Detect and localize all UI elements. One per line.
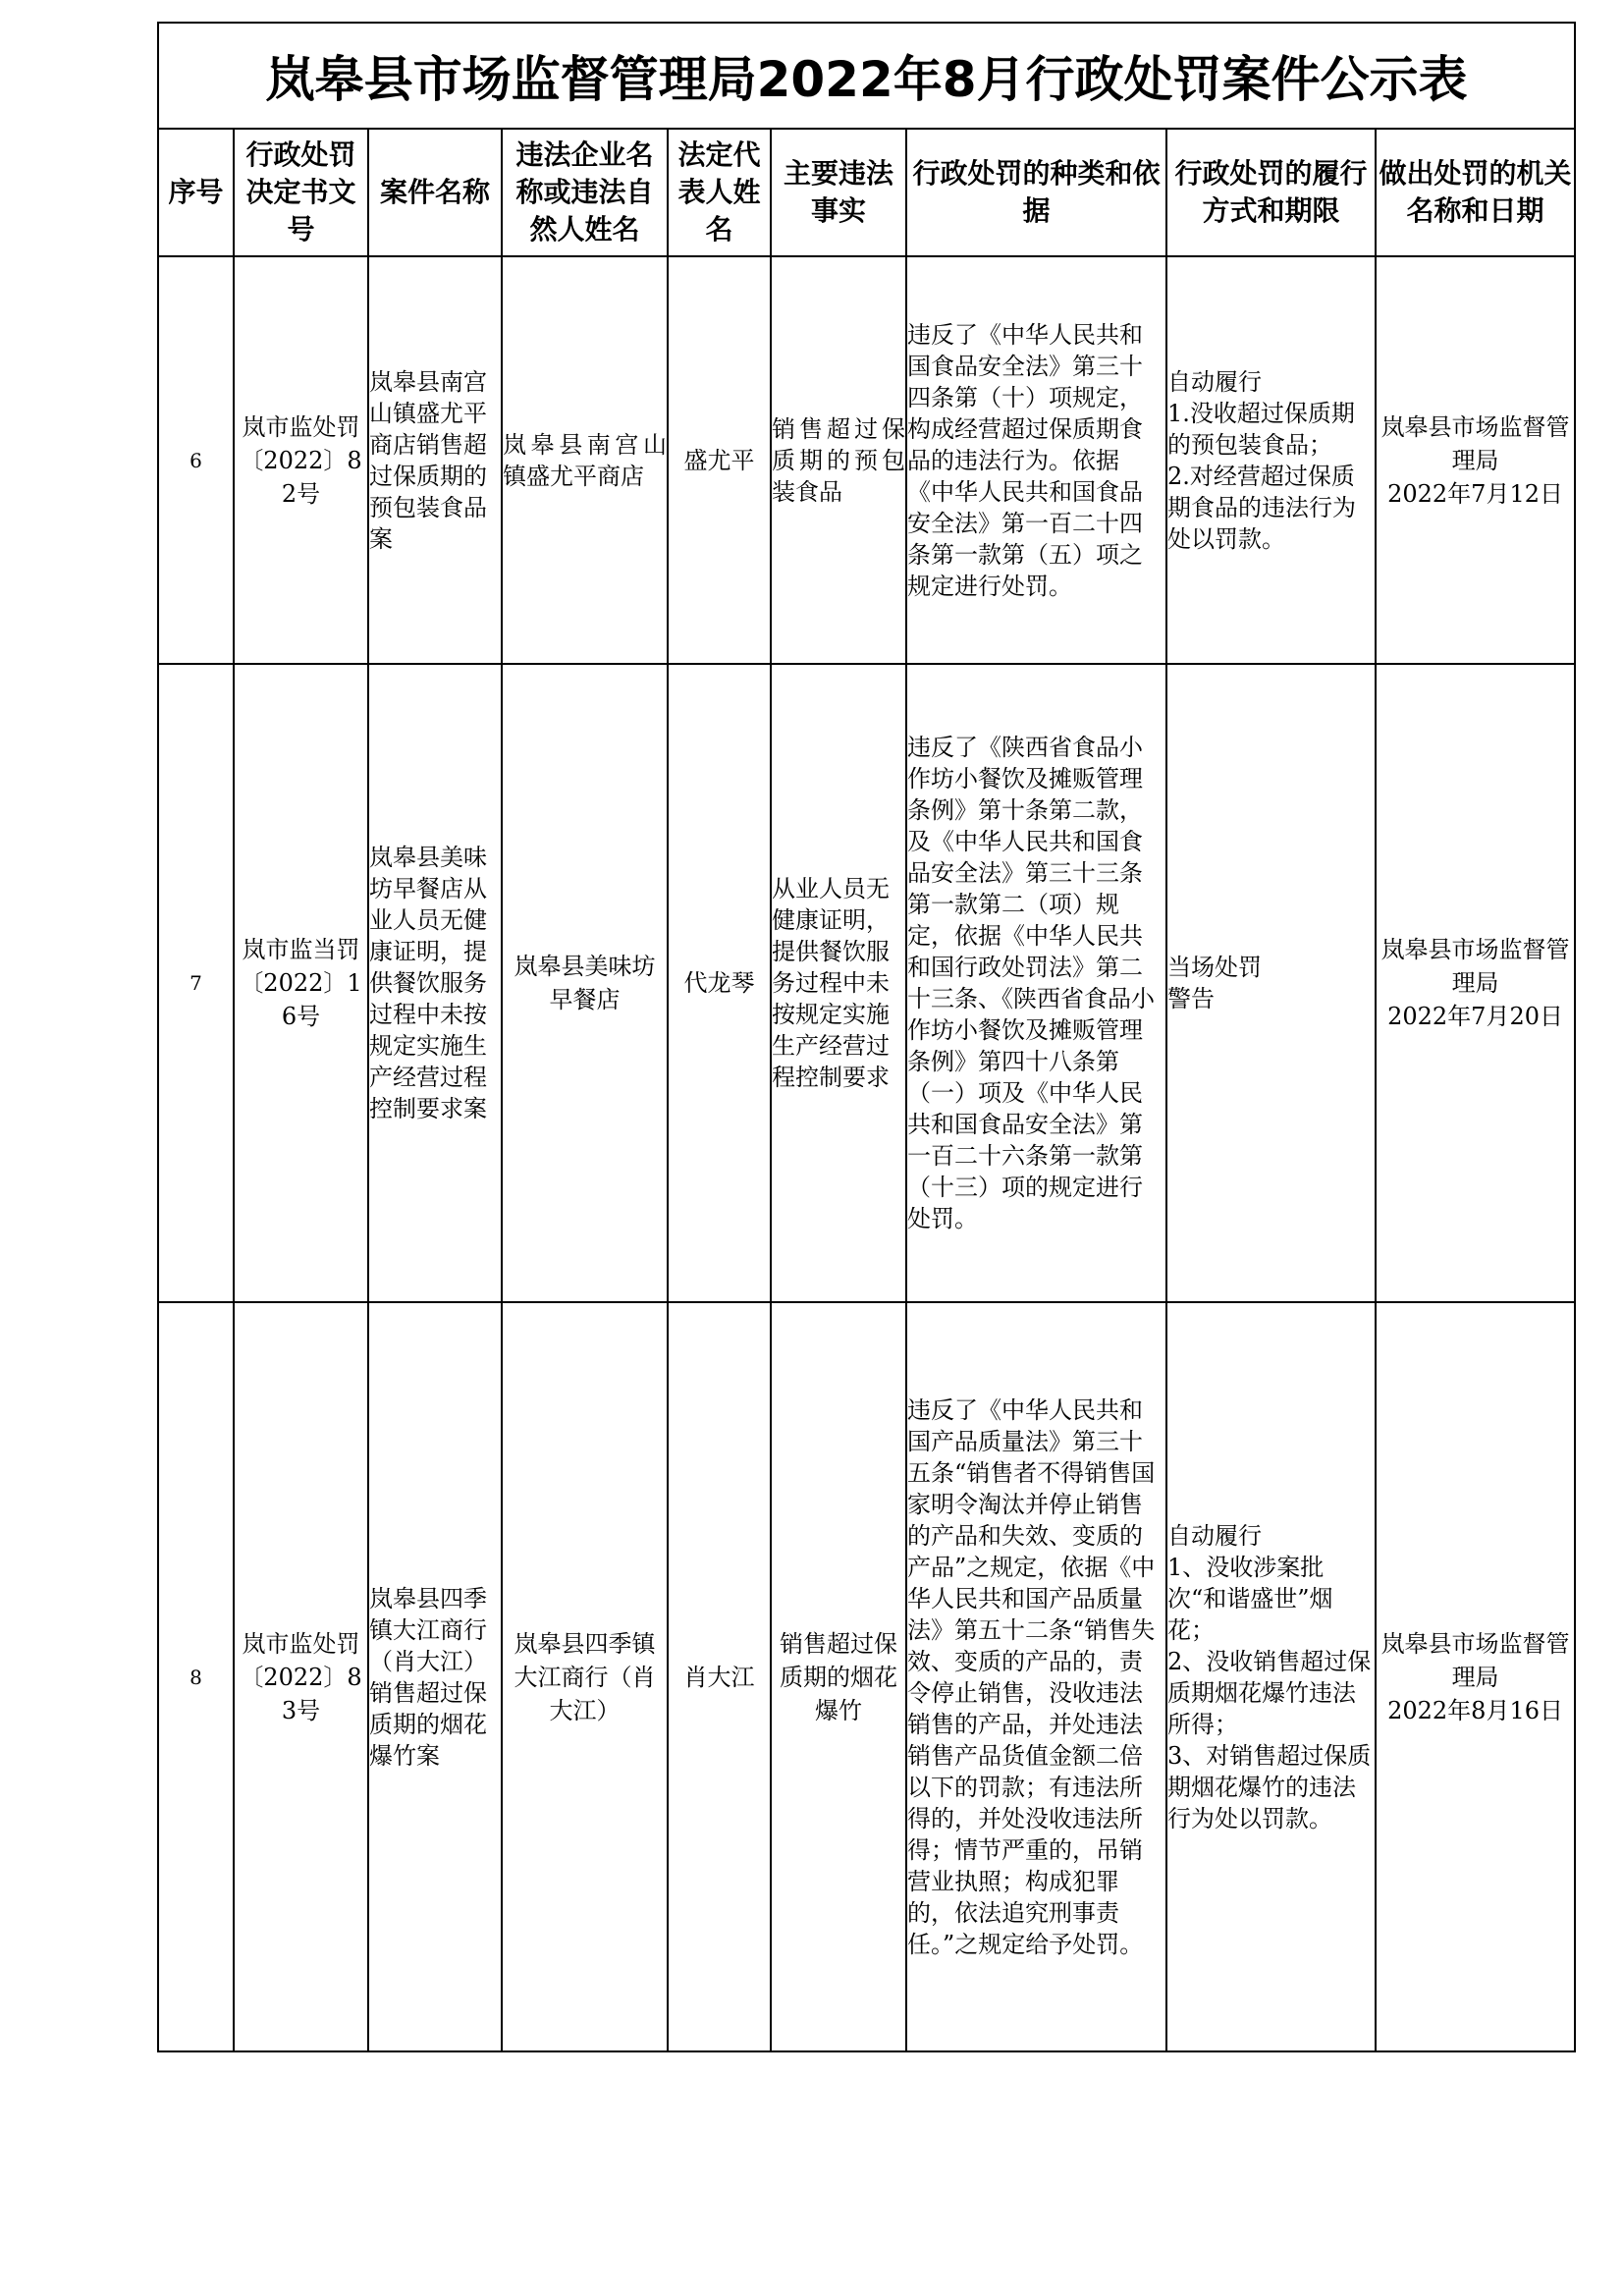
authority-text: 岚皋县市场监督管理局 2022年7月12日: [1380, 412, 1570, 508]
cell-basis: 违反了《陕西省食品小作坊小餐饮及摊贩管理条例》第十条第二款，及《中华人民共和国食品安全法》第三十三条第一款第二（项）规定，依据《中华人民共和国行政处罚法》第二十三条、《陕西省食品小作坊小餐饮及摊贩管理条例》第四十八条第（一）项及《中华人民共和国食品安全法》第一百二十六条第一款第（十三）项的规定进行处罚。: [906, 664, 1166, 1302]
cell-party: 岚皋县四季镇大江商行（肖大江）: [502, 1302, 668, 2051]
table-row: [158, 256, 1575, 664]
cell-rep: 盛尤平: [668, 256, 771, 664]
cell-seq: 8: [158, 1302, 234, 2051]
authority-text: 岚皋县市场监督管理局 2022年7月20日: [1380, 936, 1570, 1030]
header-performance: 行政处罚的履行方式和期限: [1166, 129, 1376, 256]
header-case-name: 案件名称: [368, 129, 502, 256]
cell-facts: 销售超过保质期的预包装食品: [771, 256, 906, 664]
cell-authority: [1376, 664, 1575, 1302]
header-doc-no: 行政处罚决定书文号: [234, 129, 368, 256]
cell-seq: 6: [158, 256, 234, 664]
table-row: [158, 664, 1575, 1302]
cell-doc-no: 岚市监处罚〔2022〕82号: [234, 256, 368, 664]
cell-performance: [1166, 256, 1376, 664]
performance-text: 自动履行 1、没收涉案批次“和谐盛世”烟花； 2、没收销售超过保质期烟花爆竹违法所得； 3、对销售超过保质期烟花爆竹的违法行为处以罚款。: [1167, 1521, 1372, 1832]
header-row: [158, 129, 1575, 256]
cell-authority: [1376, 256, 1575, 664]
cell-party: 岚皋县南宫山镇盛尤平商店: [502, 256, 668, 664]
header-basis: 行政处罚的种类和依据: [906, 129, 1166, 256]
cell-facts: 从业人员无健康证明，提供餐饮服务过程中未按规定实施生产经营过程控制要求: [771, 664, 906, 1302]
cell-seq: 7: [158, 664, 234, 1302]
authority-text: 岚皋县市场监督管理局 2022年8月16日: [1380, 1629, 1570, 1724]
table-title: 岚皋县市场监督管理局2022年8月行政处罚案件公示表: [158, 23, 1575, 129]
header-facts: 主要违法事实: [771, 129, 906, 256]
table-row: [158, 1302, 1575, 2051]
cell-case-name: 岚皋县四季镇大江商行（肖大江）销售超过保质期的烟花爆竹案: [368, 1302, 502, 2051]
cell-rep: 肖大江: [668, 1302, 771, 2051]
cell-performance: [1166, 1302, 1376, 2051]
header-rep: 法定代表人姓名: [668, 129, 771, 256]
performance-text: 自动履行 1.没收超过保质期的预包装食品； 2.对经营超过保质期食品的违法行为处以罚款。: [1167, 367, 1356, 553]
penalty-disclosure-table: [157, 22, 1576, 2052]
cell-doc-no: 岚市监处罚〔2022〕83号: [234, 1302, 368, 2051]
cell-facts: 销售超过保质期的烟花爆竹: [771, 1302, 906, 2051]
cell-basis: 违反了《中华人民共和国产品质量法》第三十五条“销售者不得销售国家明令淘汰并停止销售的产品和失效、变质的产品”之规定，依据《中华人民共和国产品质量法》第五十二条“销售失效、变质的产品的，责令停止销售，没收违法销售的产品，并处违法销售产品货值金额二倍以下的罚款；有违法所得的，并处没收违法所得；情节严重的，吊销营业执照；构成犯罪的，依法追究刑事责任。”之规定给予处罚。: [906, 1302, 1166, 2051]
performance-text: 当场处罚 警告: [1167, 954, 1262, 1012]
cell-case-name: 岚皋县南宫山镇盛尤平商店销售超过保质期的预包装食品案: [368, 256, 502, 664]
cell-doc-no: 岚市监当罚〔2022〕16号: [234, 664, 368, 1302]
cell-rep: 代龙琴: [668, 664, 771, 1302]
header-party: 违法企业名称或违法自然人姓名: [502, 129, 668, 256]
cell-case-name: 岚皋县美味坊早餐店从业人员无健康证明，提供餐饮服务过程中未按规定实施生产经营过程控制要求案: [368, 664, 502, 1302]
header-seq: 序号: [158, 129, 234, 256]
cell-party: 岚皋县美味坊早餐店: [502, 664, 668, 1302]
cell-basis: 违反了《中华人民共和国食品安全法》第三十四条第（十）项规定，构成经营超过保质期食品的违法行为。依据《中华人民共和国食品安全法》第一百二十四条第一款第（五）项之规定进行处罚。: [906, 256, 1166, 664]
cell-performance: [1166, 664, 1376, 1302]
header-authority: 做出处罚的机关名称和日期: [1376, 129, 1575, 256]
cell-authority: [1376, 1302, 1575, 2051]
